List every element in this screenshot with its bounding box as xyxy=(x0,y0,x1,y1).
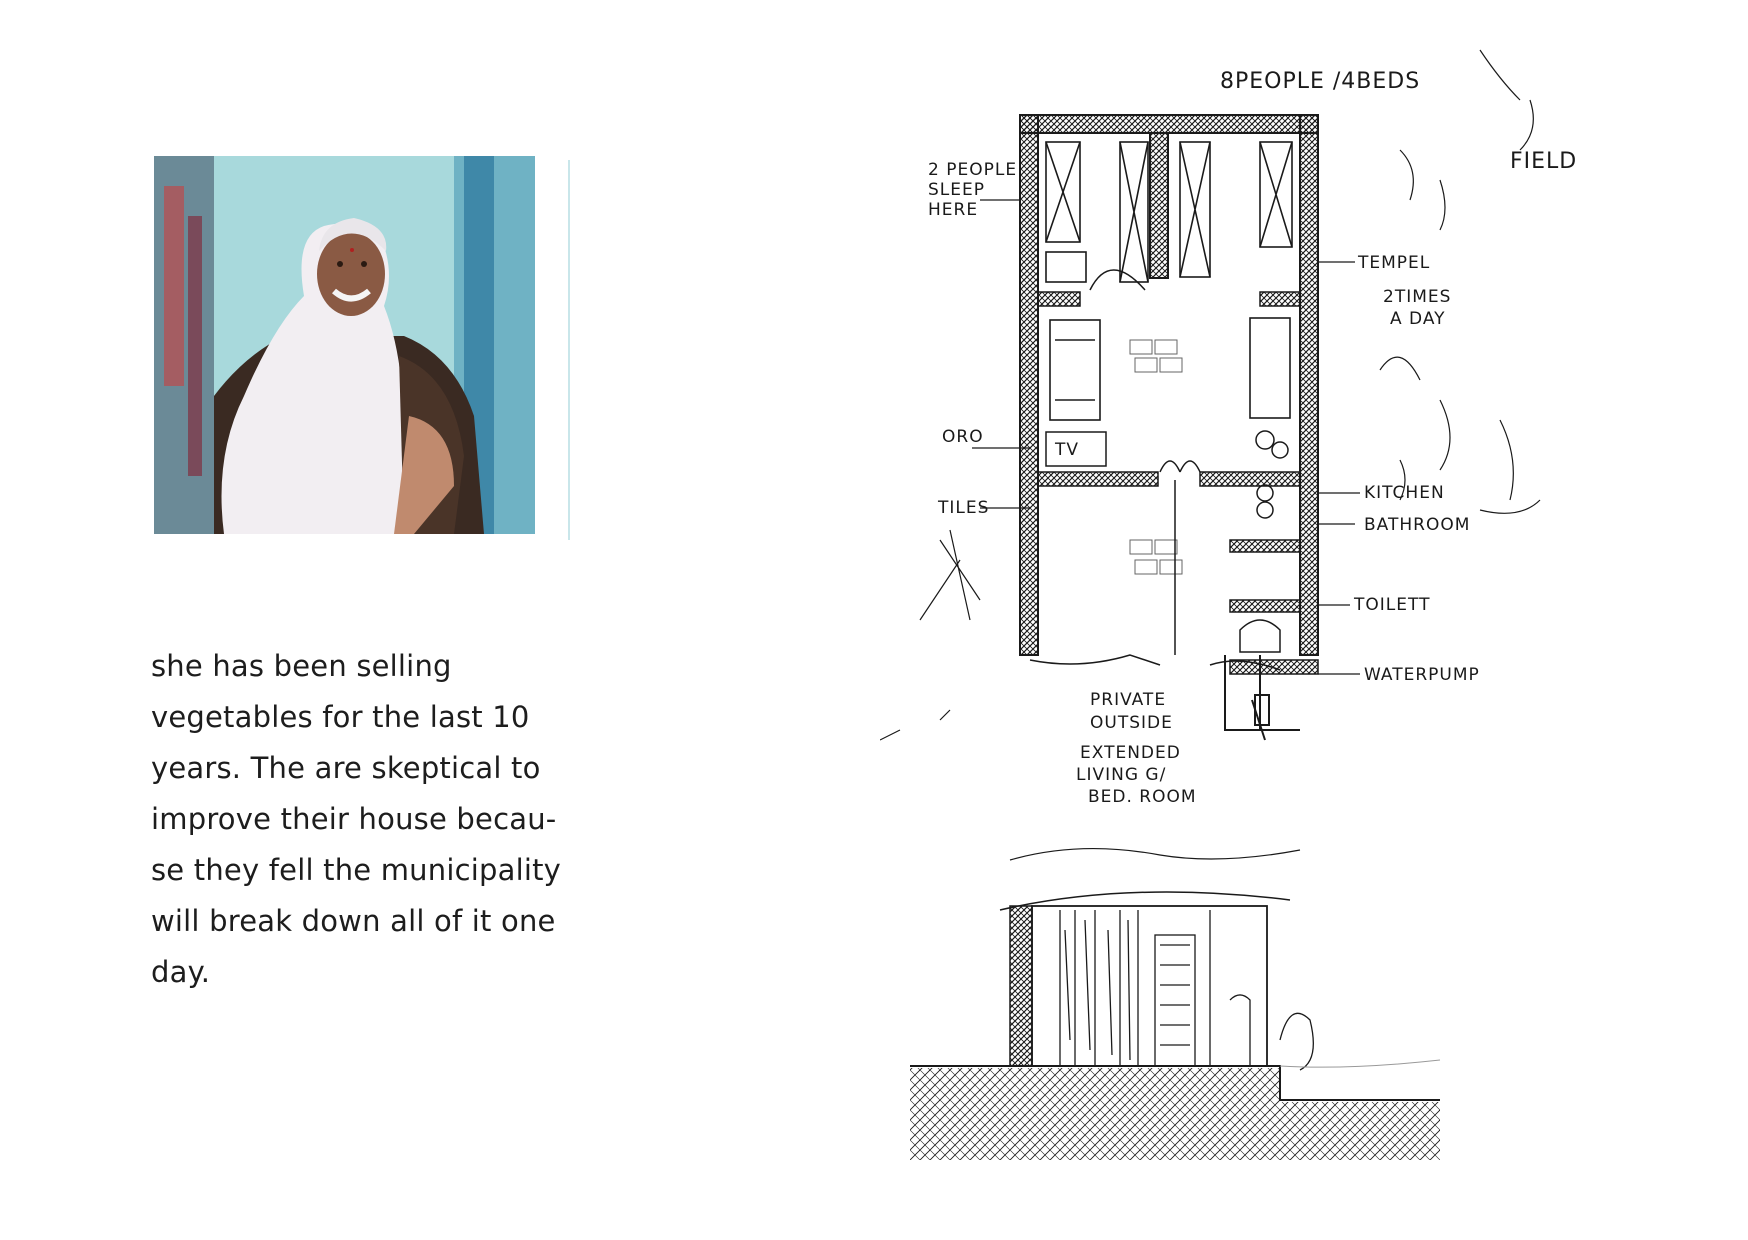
extended-label-2: LIVING G/ xyxy=(1076,765,1167,785)
tiles-label: TILES xyxy=(938,498,990,518)
sleep-label-3: HERE xyxy=(928,200,979,220)
tv-label: TV xyxy=(1055,440,1080,460)
kitchen-label: KITCHEN xyxy=(1364,483,1445,503)
sketch-drawing xyxy=(880,40,1600,1190)
extended-label-1: EXTENDED xyxy=(1080,743,1181,763)
field-label: FIELD xyxy=(1510,149,1578,174)
temple-label: TEMPEL xyxy=(1358,253,1431,273)
portrait-photo xyxy=(154,156,535,534)
story-line: will break down all of it one xyxy=(151,904,556,938)
sleep-label-2: SLEEP xyxy=(928,180,985,200)
occupancy-label: 8PEOPLE /4BEDS xyxy=(1220,69,1421,94)
story-text xyxy=(151,641,591,998)
oro-label: ORO xyxy=(942,427,984,447)
story-line: improve their house becau- xyxy=(151,802,557,836)
private-label-1: PRIVATE xyxy=(1090,690,1167,710)
waterpump-label: WATERPUMP xyxy=(1364,665,1480,685)
extended-label-3: BED. ROOM xyxy=(1088,787,1197,807)
private-label-2: OUTSIDE xyxy=(1090,713,1173,733)
temple-freq-1: 2TIMES xyxy=(1383,287,1452,307)
bathroom-label: BATHROOM xyxy=(1364,515,1471,535)
photo-scan-edge xyxy=(568,160,570,540)
story-line: vegetables for the last 10 xyxy=(151,700,530,734)
section-sketch xyxy=(910,849,1440,1160)
sleep-label-1: 2 PEOPLE xyxy=(928,160,1018,180)
toilet-label: TOILETT xyxy=(1354,595,1431,615)
story-line: se they fell the municipality xyxy=(151,853,562,887)
story-line: day. xyxy=(151,955,211,989)
plan-tiles xyxy=(1130,340,1182,574)
house-sketch xyxy=(880,40,1600,1194)
story-line: years. The are skeptical to xyxy=(151,751,541,785)
temple-freq-2: A DAY xyxy=(1390,309,1446,329)
story-line: she has been selling xyxy=(151,649,452,683)
